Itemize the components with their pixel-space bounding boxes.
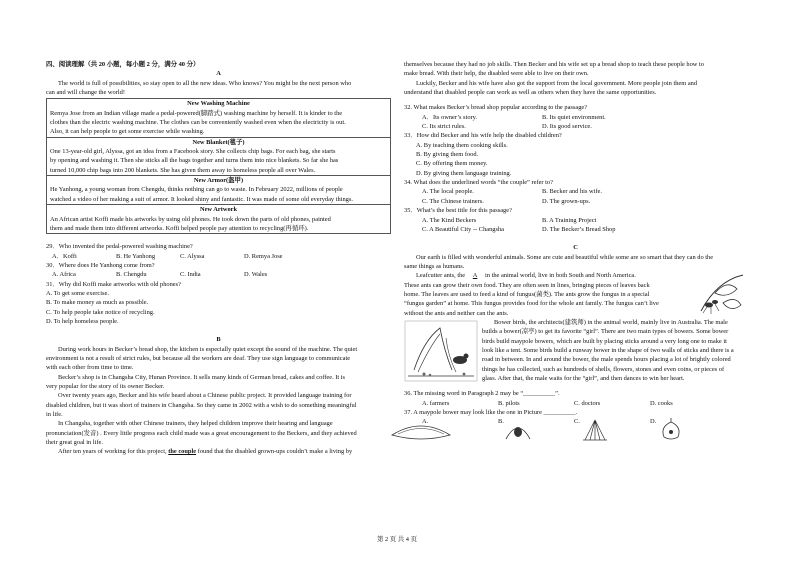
passage-c-line: These ants can grow their own food. They are often seen in lines, bringing pieces of leaves back (404, 281, 650, 289)
section-title: 四、阅读理解（共 20 小题，每小题 2 分，满分 40 分） (46, 61, 200, 68)
passage-c-line: without the ants and neither can the ants. (404, 309, 509, 317)
q36-option-d[interactable]: D. cooks (650, 399, 673, 407)
passage-b-line: disabled children, but it was short of trainers in Changsha. So they came in 2002 with a wish to do something meaningful (46, 401, 357, 409)
passage-a-intro-1: The world is full of possibilities, so stay open to all the new ideas. Who knows? You might be the next person who (58, 79, 352, 87)
underlined-the-couple: the couple (168, 448, 197, 456)
invention-line: turned 10,000 chip bags into 200 blankets. She has given them away to homeless people all over Wales. (50, 166, 316, 174)
passage-c-line: home. The leaves are used to feed a kind of fungus(菌类). The ants grow the fungus in a special (404, 290, 650, 298)
q30-options (46, 270, 391, 279)
passage-c-line: builds a bower(凉亭) to get its favorite “girl”. There are two main types of bowers. Some bower (482, 328, 729, 336)
picture-d-illustration[interactable] (658, 417, 684, 441)
left-column (46, 60, 391, 457)
q35-option-c[interactable]: C. A Beautiful City -- Changsha (422, 225, 505, 233)
passage-b-line: During work hours in Becker’s bread shop, the kitchen is especially quiet except the sound of the machine. The quiet (58, 345, 358, 353)
passage-b-line: Luckily, Becker and his wife have also got the support from the local government. More people join them and (416, 79, 698, 87)
q30-option-a[interactable]: A. Africa (52, 271, 76, 279)
q31-option-a[interactable]: A. To get some exercise. (46, 289, 109, 297)
q35-option-b[interactable]: B. A Training Project (542, 216, 597, 224)
q37-pictures (404, 417, 747, 441)
picture-a-illustration[interactable] (390, 421, 452, 441)
q35-stem: 35．What’s the best title for this passage? (404, 207, 512, 215)
q34-stem: 34. What does the underlined words “the couple” refer to? (404, 179, 553, 187)
invention-line: An African artist Koffi made his artworks by using old phones. He took down the parts of old phones, painted (50, 215, 331, 223)
q31-option-d[interactable]: D. To help homeless people. (46, 317, 119, 325)
picture-b-illustration[interactable] (504, 419, 532, 441)
leafcutter-first-line (404, 271, 747, 280)
invention-washing-machine (47, 99, 390, 136)
blank-a: A (472, 272, 478, 280)
passage-b-line: environment is not a result of strict rules, but because all the workers are deaf. They use sign language to communicate (46, 354, 351, 362)
passage-b-line: make bread. With their help, the disabled were able to live on their own. (404, 70, 589, 78)
passage-b-line: In Changsha, together with other Chinese trainers, they helped children improve their hearing and language (58, 420, 333, 428)
q36-option-c[interactable]: C. doctors (574, 399, 601, 407)
passage-b-line: Becker’s shop is in Changsha City, Hunan Province. It sells many kinds of German bread, cakes and coffee. It is (58, 373, 346, 381)
q36-options (404, 399, 747, 408)
invention-line: watched a video of her making a suit of armor. It looked shiny and fantastic. It was made of some old everyday things. (50, 195, 353, 203)
q34-option-a[interactable]: A. The local people. (422, 188, 474, 196)
picture-c-illustration[interactable] (582, 419, 608, 441)
q33-option-b[interactable]: B. By giving them food. (416, 151, 479, 159)
passage-c-line: look like a tent. Some birds build a runway bower in the shape of two walls of sticks and there is a (482, 346, 734, 354)
q29-option-d[interactable]: D. Remya Jose (244, 252, 283, 260)
q36-stem: 36. The missing word in Paragraph 2 may be “__________”. (404, 390, 560, 398)
leafcutter-suffix: in the animal world, live in both South and North America. (485, 272, 636, 280)
q34-option-b[interactable]: B. Becker and his wife. (542, 188, 602, 196)
invention-line: Also, it can help people to get some exercise while washing. (50, 128, 205, 136)
q29-option-b[interactable]: B. He Yanhong (116, 252, 156, 260)
invention-armor (47, 175, 390, 204)
passage-c-line: Bower birds, the architects(建筑师) in the animal world, mainly live in Australia. The male (494, 318, 728, 326)
passage-c-line: Our earth is filled with wonderful animals. Some are cute and beautiful while some are so smart that they can do the (416, 253, 714, 261)
invention-blanket (47, 137, 390, 175)
q37-label-c[interactable]: C. (574, 418, 580, 426)
passage-b-last-suffix: found that the disabled grown-ups couldn’t make a living by (197, 448, 353, 456)
q33-option-d[interactable]: D. By giving them language training. (416, 169, 512, 177)
q32-option-a[interactable]: A．Its owner’s story. (422, 113, 478, 121)
q33-option-a[interactable]: A. By teaching them cooking skills. (416, 141, 508, 149)
q32-option-c[interactable]: C. Its strict rules. (422, 123, 466, 131)
q32-options-row1 (404, 113, 747, 122)
q34-options-row1 (404, 187, 747, 196)
passage-c-line: things he has collected, such as hundreds of shells, flowers, stones and even coins, or pieces of (482, 365, 725, 373)
q31-option-c[interactable]: C. To help people take notice of recycling. (46, 308, 155, 316)
passage-a-letter: A (216, 70, 221, 78)
invention-title: New Armor(盔甲) (193, 177, 244, 185)
passage-c-line: road in between. In and around the bower, the male spends hours placing a lot of brightly colored (482, 356, 731, 364)
bower-bird-illustration (404, 320, 478, 382)
passage-c-line: birds build maypole bowers, which are built by placing sticks around a very long one to make it (482, 337, 727, 345)
passage-b-line: themselves because they had no job skills. Then Becker and his wife set up a bread shop to teach these people how to (404, 61, 704, 68)
invention-title: New Blanket(毯子) (192, 138, 245, 146)
invention-artwork (47, 204, 390, 233)
passage-b-line: with each other from time to time. (46, 364, 134, 372)
q32-option-d[interactable]: D. Its good service. (542, 123, 592, 131)
invention-line: Remya Jose from an Indian village made a pedal-powered(脚踏式) washing machine by herself. It is kinder to the (50, 109, 343, 117)
passage-b-line: understand that disabled people can work as well as others when they have the same opportunities. (404, 89, 657, 97)
leafcutter-paragraph (404, 271, 747, 318)
q37-stem: 37. A maypole bower may look like the one in Picture __________. (404, 409, 578, 417)
passage-b-last-line (46, 447, 391, 456)
q33-stem: 33．How did Becker and his wife help the disabled children? (404, 132, 562, 140)
q35-option-a[interactable]: A. The Kind Beckers (422, 216, 477, 224)
q37-label-a[interactable]: A. (422, 418, 429, 426)
passage-c-line: same things as humans. (404, 262, 465, 270)
passage-a-intro-2: can and will change the world! (46, 89, 125, 97)
right-column (404, 60, 747, 441)
invention-title: New Artwork (199, 206, 238, 214)
q35-options-row2 (404, 225, 747, 234)
q36-option-a[interactable]: A. farmers (422, 399, 450, 407)
passage-c-letter: C (573, 244, 578, 252)
q31-option-b[interactable]: B. To make money as much as possible. (46, 299, 149, 307)
q36-option-b[interactable]: B. pilots (498, 399, 520, 407)
q34-options-row2 (404, 197, 747, 206)
passage-c-line: “fungus garden” at home. This fungus provides food for the whole ant family. The fungus can’t live (404, 300, 659, 308)
q32-options-row2 (404, 122, 747, 131)
leafcutter-ant-illustration (697, 271, 747, 319)
page-footer: 第 2 页 共 4 页 (377, 536, 417, 543)
invention-line: He Yanhong, a young woman from Chengdu, thinks nothing can go to waste. In February 2022, millions of people (50, 186, 343, 194)
q34-option-d[interactable]: D. The grown-ups. (542, 197, 591, 205)
q29-stem: 29．Who invented the pedal-powered washing machine? (46, 243, 193, 251)
q32-option-b[interactable]: B. Its quiet environment. (542, 113, 606, 121)
q31-stem: 31．Why did Koffi make artworks with old phones? (46, 280, 181, 288)
q30-stem: 30．Where does He Yanhong come from? (46, 261, 155, 269)
inventions-table (46, 98, 391, 234)
q37-label-d[interactable]: D. (650, 418, 657, 426)
passage-b-last-prefix: After ten years of working for this project, (58, 448, 167, 456)
passage-b-line: Over twenty years ago, Becker and his wife heard about a Chinese public project. It provided language training for (58, 392, 352, 400)
q32-stem: 32. What makes Becker’s bread shop popular according to the passage? (404, 104, 588, 112)
invention-line: them and made them into different artworks. Koffi helped people pay attention to recycling(再循环). (50, 224, 309, 232)
q37-label-b[interactable]: B. (498, 418, 504, 426)
invention-line: clothes than the electric washing machine. The clothes can be conveniently washed even when the electricity is out. (50, 119, 346, 127)
passage-b-line: pronunciation(发音) . Every little progress each child made was a great encouragement to the Beckers, and they achieved (46, 429, 357, 437)
q30-option-c[interactable]: C. India (180, 271, 201, 279)
bower-paragraph (404, 318, 747, 383)
q35-options-row1 (404, 216, 747, 225)
passage-b-line: their great goal in life. (46, 439, 103, 447)
invention-title: New Washing Machine (187, 100, 250, 108)
q30-option-d[interactable]: D. Wales (244, 271, 268, 279)
invention-line: One 13-year-old girl, Alyssa, got an idea from a Facebook story. She collects chip bags. For each bag, she starts (50, 148, 336, 156)
passage-b-line: very popular for the story of its owner Becker. (46, 383, 165, 390)
q29-option-c[interactable]: C. Alyssa (180, 252, 205, 260)
q29-option-a[interactable]: A．Koffi (52, 252, 77, 260)
q34-option-c[interactable]: C. The Chinese trainers. (422, 197, 484, 205)
passage-c-line: glass. After that, the male waits for the “girl”, and then dances to win her heart. (482, 375, 685, 382)
passage-b-line: in life. (46, 411, 63, 419)
q29-options (46, 252, 391, 261)
invention-line: by opening and washing it. Then she sticks all the bags together and turns them into nice blankets. So far she has (50, 157, 339, 165)
leafcutter-prefix: Leafcutter ants, the (416, 272, 466, 280)
passage-b-letter: B (216, 336, 221, 344)
q30-option-b[interactable]: B. Chengdu (116, 271, 147, 279)
q33-option-c[interactable]: C. By offering them money. (416, 160, 488, 168)
q35-option-d[interactable]: D. The Becker’s Bread Shop (542, 225, 616, 233)
